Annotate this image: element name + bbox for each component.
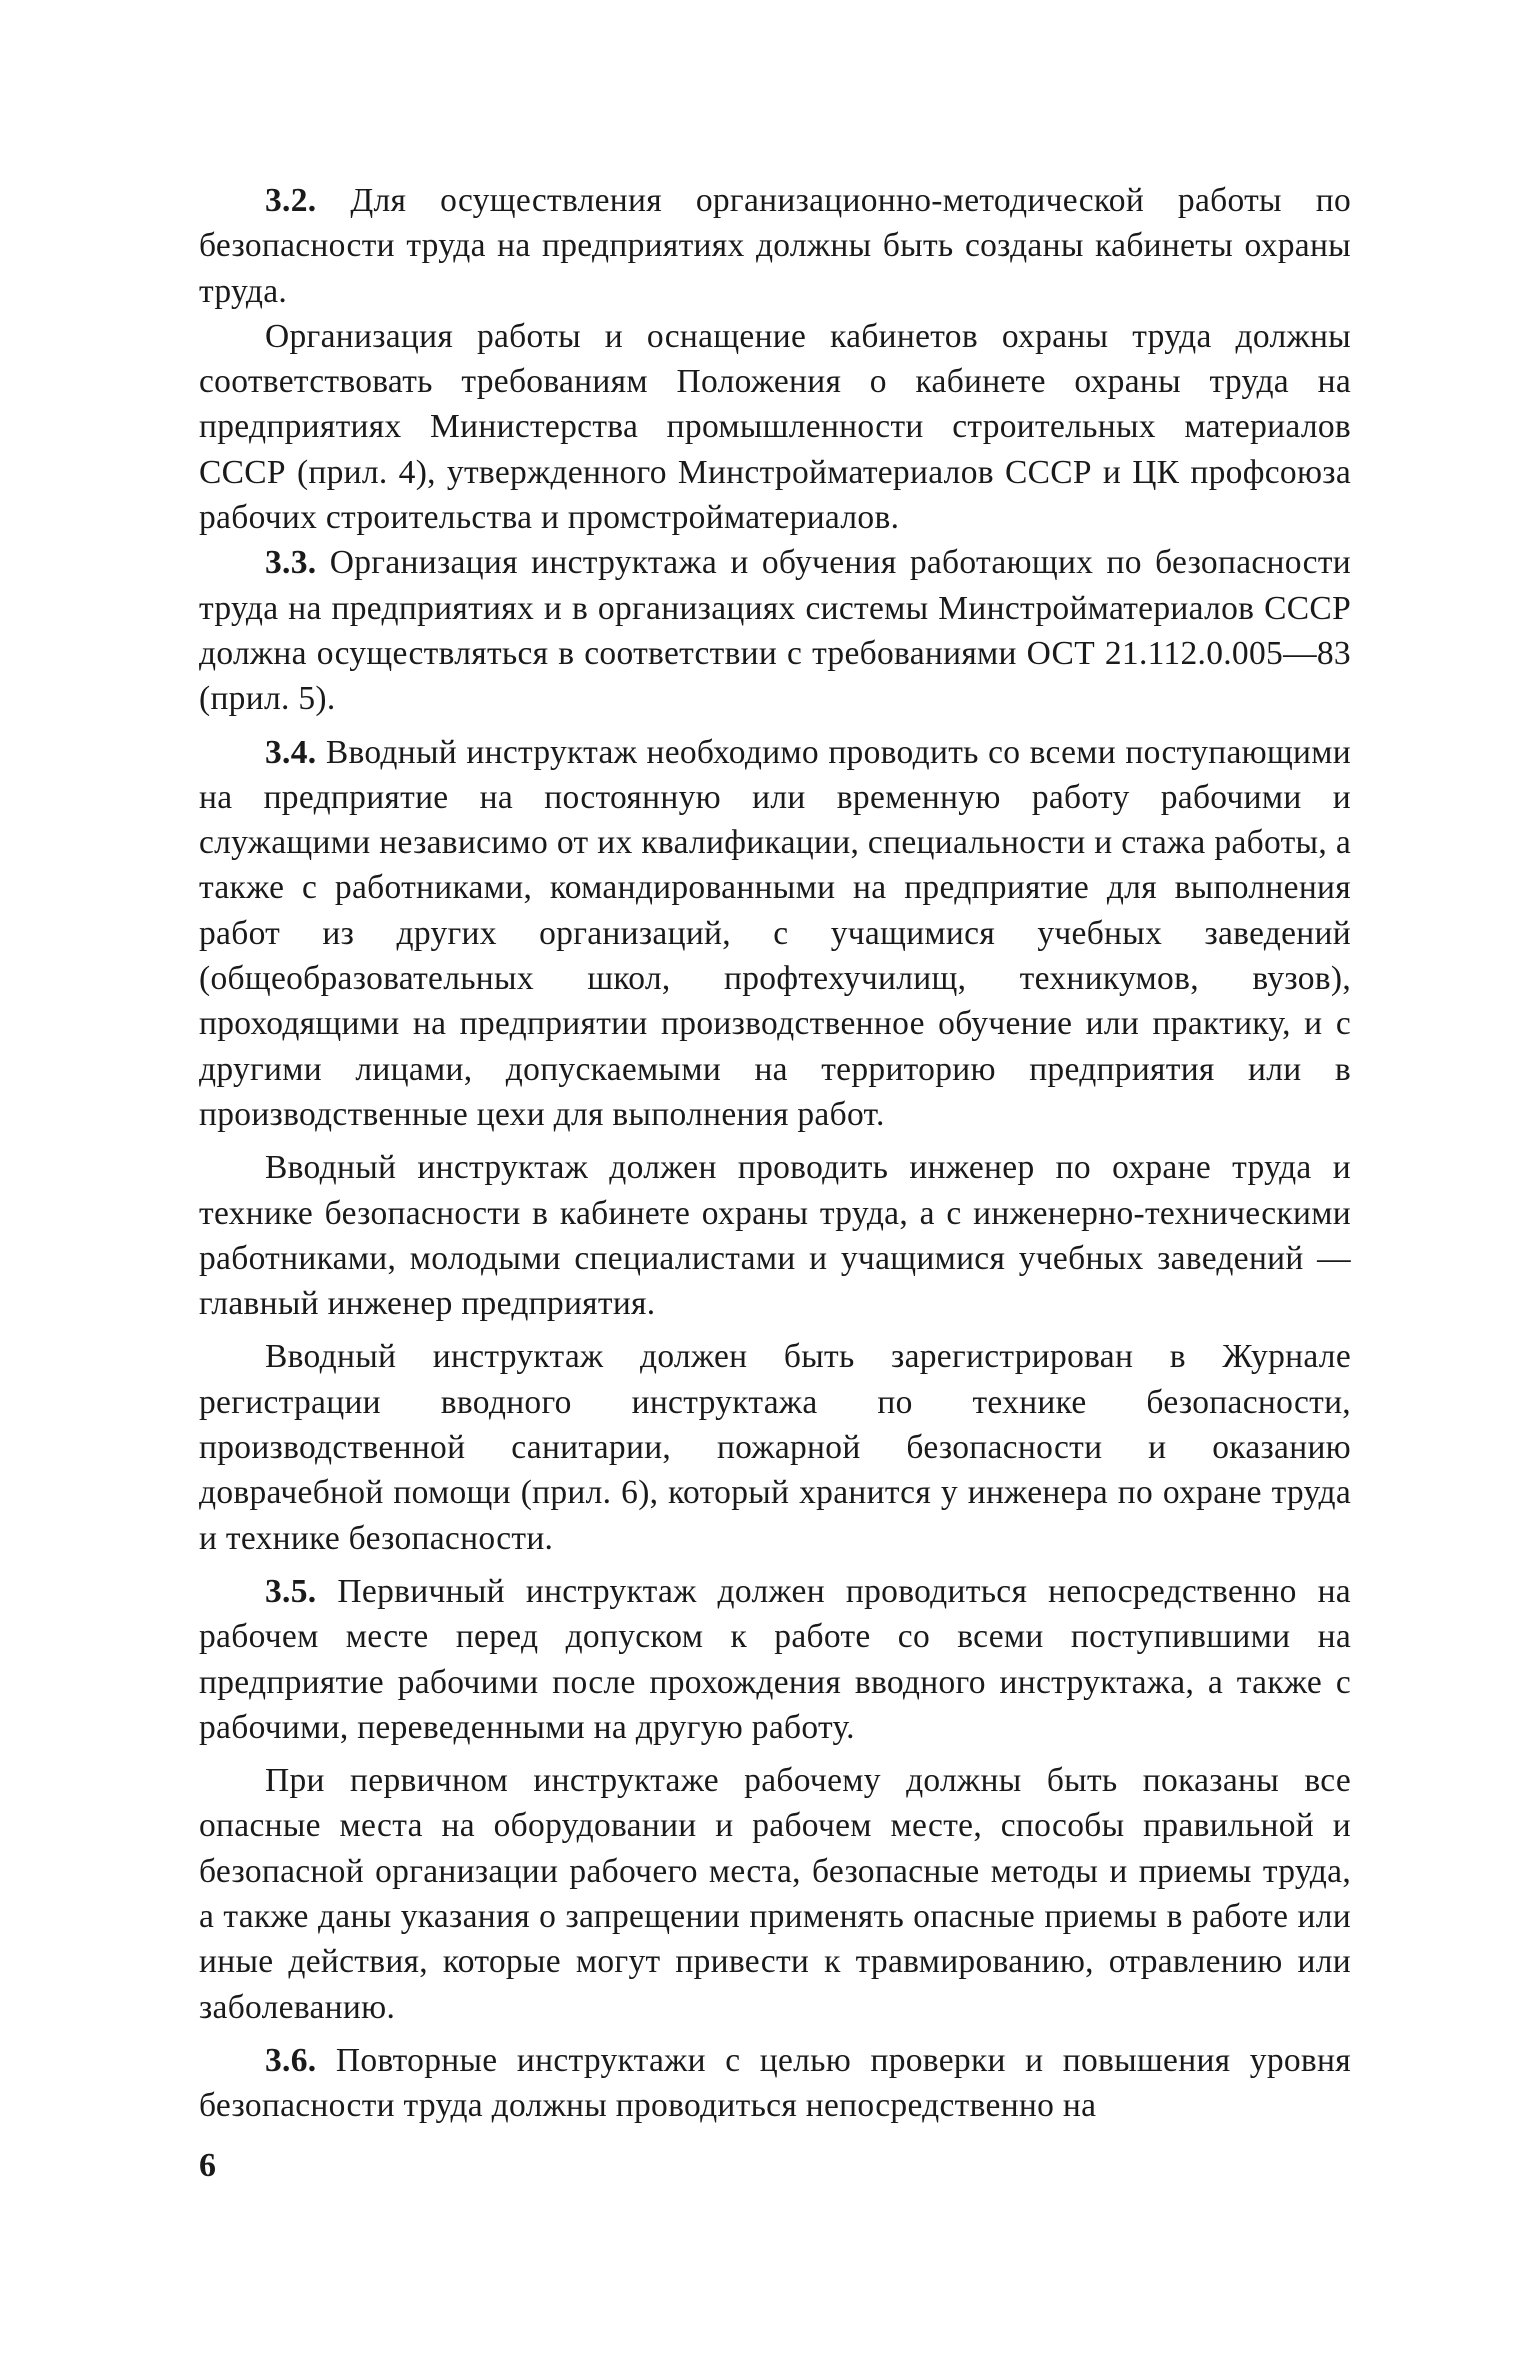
section-number: 3.4.	[265, 733, 317, 771]
paragraph-text: Вводный инструктаж необходимо проводить со всеми поступающими на предприятие на постоянную или временную работу рабочими и служащими независимо от их квалификации, специальности и стажа работы, а также с работниками, командированными на предприятие для выполнения работ из других организаций, с учащимися учебных заведений (общеобразовательных школ, профтехучилищ, техникумов, вузов), проходящими на предприятии производственное обучение или практику, и с другими лицами, допускаемыми на территорию предприятия или в производственные цехи для выполнения работ.	[199, 733, 1351, 1133]
page-body	[199, 178, 1351, 2128]
paragraph-text: Вводный инструктаж должен быть зарегистрирован в Журнале регистрации вводного инструктажа по технике безопасности, производственной санитарии, пожарной безопасности и оказанию доврачебной помощи (прил. 6), который хранится у инженера по охране труда и технике безопасности.	[199, 1338, 1351, 1557]
paragraph-3-2-cont	[199, 314, 1351, 540]
paragraph-3-4	[199, 730, 1351, 1138]
paragraph-text: Повторные инструктажи с целью проверки и повышения уровня безопасности труда должны проводиться непосредственно на	[199, 2041, 1351, 2125]
paragraph-text: Организация работы и оснащение кабинетов охраны труда должны соответствовать требованиям Положения о кабинете охраны труда на предприятиях Министерства промышленности строительных материалов СССР (прил. 4), утвержденного Минстройматериалов СССР и ЦК профсоюза рабочих строительства и промстройматериалов.	[199, 317, 1351, 537]
paragraph-text: Для осуществления организационно-методической работы по безопасности труда на предприятиях должны быть созданы кабинеты охраны труда.	[199, 182, 1351, 310]
section-number: 3.6.	[265, 2041, 317, 2079]
paragraph-3-2	[199, 178, 1351, 314]
paragraph-3-5	[199, 1569, 1351, 1750]
paragraph-3-5-cont	[199, 1758, 1351, 2030]
paragraph-text: Организация инструктажа и обучения работающих по безопасности труда на предприятиях и в организациях системы Минстройматериалов СССР должна осуществляться в соответствии с требованиями ОСТ 21.112.0.005—83 (прил. 5).	[199, 544, 1351, 718]
section-number: 3.3.	[265, 544, 317, 582]
paragraph-3-6	[199, 2038, 1351, 2129]
page-number: 6	[199, 2147, 216, 2184]
section-number: 3.2.	[265, 182, 317, 219]
paragraph-text: Вводный инструктаж должен проводить инженер по охране труда и технике безопасности в кабинете охраны труда, а с инженерно-техническими работниками, молодыми специалистами и учащимися учебных заведений — главный инженер предприятия.	[199, 1149, 1351, 1323]
paragraph-3-3	[199, 540, 1351, 721]
paragraph-3-4-cont-1	[199, 1145, 1351, 1326]
paragraph-text: Первичный инструктаж должен проводиться непосредственно на рабочем месте перед допуском к работе со всеми поступившими на предприятие рабочими после прохождения вводного инструктажа, а также с рабочими, переведенными на другую работу.	[199, 1572, 1351, 1746]
section-number: 3.5.	[265, 1572, 317, 1610]
paragraph-text: При первичном инструктаже рабочему должны быть показаны все опасные места на оборудовании и рабочем месте, способы правильной и безопасной организации рабочего места, безопасные методы и приемы труда, а также даны указания о запрещении применять опасные приемы в работе или иные действия, которые могут привести к травмированию, отравлению или заболеванию.	[199, 1762, 1351, 2026]
paragraph-3-4-cont-2	[199, 1334, 1351, 1560]
